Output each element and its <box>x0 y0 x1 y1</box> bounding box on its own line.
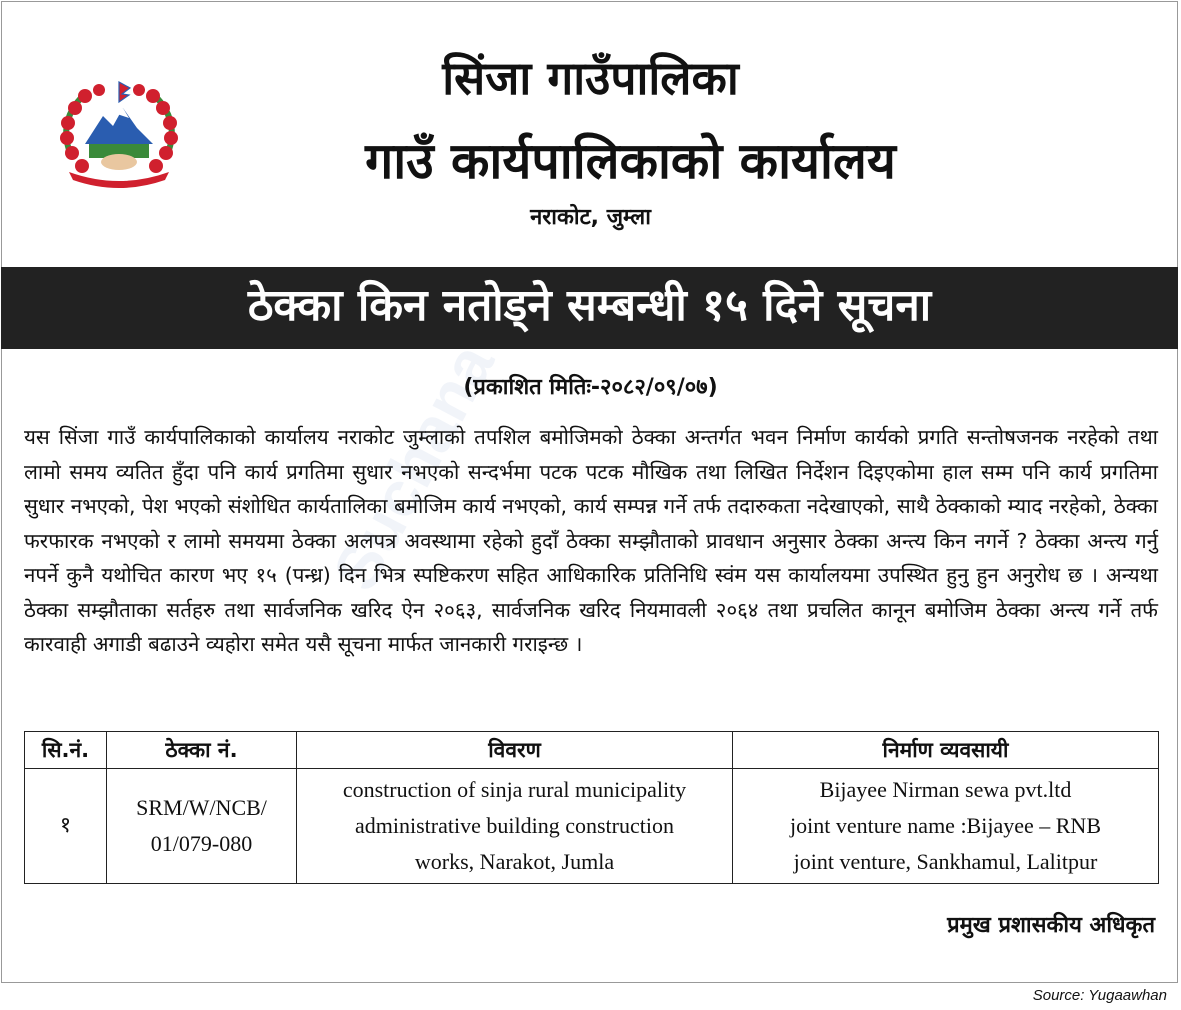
header-description: विवरण <box>297 732 733 769</box>
contractor-line: joint venture, Sankhamul, Lalitpur <box>793 849 1098 874</box>
cell-serial: १ <box>25 769 107 884</box>
cell-contract-no <box>107 769 297 884</box>
table-row <box>25 769 1159 884</box>
contract-no-line: SRM/W/NCB/ <box>136 795 267 820</box>
contract-table <box>24 731 1159 884</box>
notice-body: यस सिंजा गाउँ कार्यपालिकाको कार्यालय नराकोट जुम्लाको तपशिल बमोजिमको ठेक्का अन्तर्गत भवन निर्माण कार्यको प्रगति सन्तोषजनक नरहेको तथा लामो समय व्यतित हुँदा पनि कार्य प्रगतिमा सुधार नभएको सन्दर्भमा पटक पटक मौखिक तथा लिखित निर्देशन दिइएकोमा हाल सम्म पनि कार्य प्रगतिमा सुधार नभएको, पेश भएको संशोधित कार्यतालिका बमोजिम कार्य नभएको, कार्य सम्पन्न गर्ने तर्फ तदारुकता नदेखाएको, साथै ठेक्काको म्याद नरहेको, ठेक्का फरफारक नभएको र लामो समयमा ठेक्का अलपत्र अवस्थामा रहेको हुदाँ ठेक्का सम्झौताको प्रावधान अनुसार ठेक्का अन्त्य किन नगर्ने ? ठेक्का अन्त्य गर्नु नपर्ने कुनै यथोचित कारण भए १५ (पन्ध्र) दिन भित्र स्पष्टिकरण सहित आधिकारिक प्रतिनिधि स्वंम यस कार्यालयमा उपस्थित हुनु हुन अनुरोध छ । अन्यथा ठेक्का सम्झौताका सर्तहरु तथा सार्वजनिक खरिद ऐन २०६३, सार्वजनिक खरिद नियमावली २०६४ तथा प्रचलित कानून बमोजिम ठेक्का अन्त्य गर्ने तर्फ कारवाही अगाडी बढाउने व्यहोरा समेत यसै सूचना मार्फत जानकारी गराइन्छ । <box>24 425 1158 656</box>
cell-description <box>297 769 733 884</box>
published-date: (प्रकाशित मितिः-२०८२/०९/०७) <box>463 375 718 400</box>
notice-heading: ठेक्का किन नतोड्ने सम्बन्धी १५ दिने सूचना <box>1 267 1178 349</box>
municipality-name: सिंजा गाउँपालिका <box>442 51 739 105</box>
office-name: गाउँ कार्यपालिकाको कार्यालय <box>365 132 896 190</box>
header-contractor: निर्माण व्यवसायी <box>733 732 1159 769</box>
contractor-line: Bijayee Nirman sewa pvt.ltd <box>819 777 1072 802</box>
table-header-row <box>25 732 1159 769</box>
office-address: नराकोट, जुम्ला <box>530 205 651 230</box>
watermark: Suchana <box>318 332 508 602</box>
cell-contractor <box>733 769 1159 884</box>
description-line: construction of sinja rural municipality <box>342 777 687 802</box>
contractor-line: joint venture name :Bijayee – RNB <box>790 813 1101 838</box>
signatory-title: प्रमुख प्रशासकीय अधिकृत <box>947 913 1155 938</box>
description-line: works, Narakot, Jumla <box>414 849 615 874</box>
source-credit: Source: Yugaawhan <box>1032 987 1167 1004</box>
header-serial: सि.नं. <box>25 732 107 769</box>
description-line: administrative building construction <box>355 813 674 838</box>
contract-no-line: 01/079-080 <box>150 831 253 856</box>
header-contract-no: ठेक्का नं. <box>107 732 297 769</box>
